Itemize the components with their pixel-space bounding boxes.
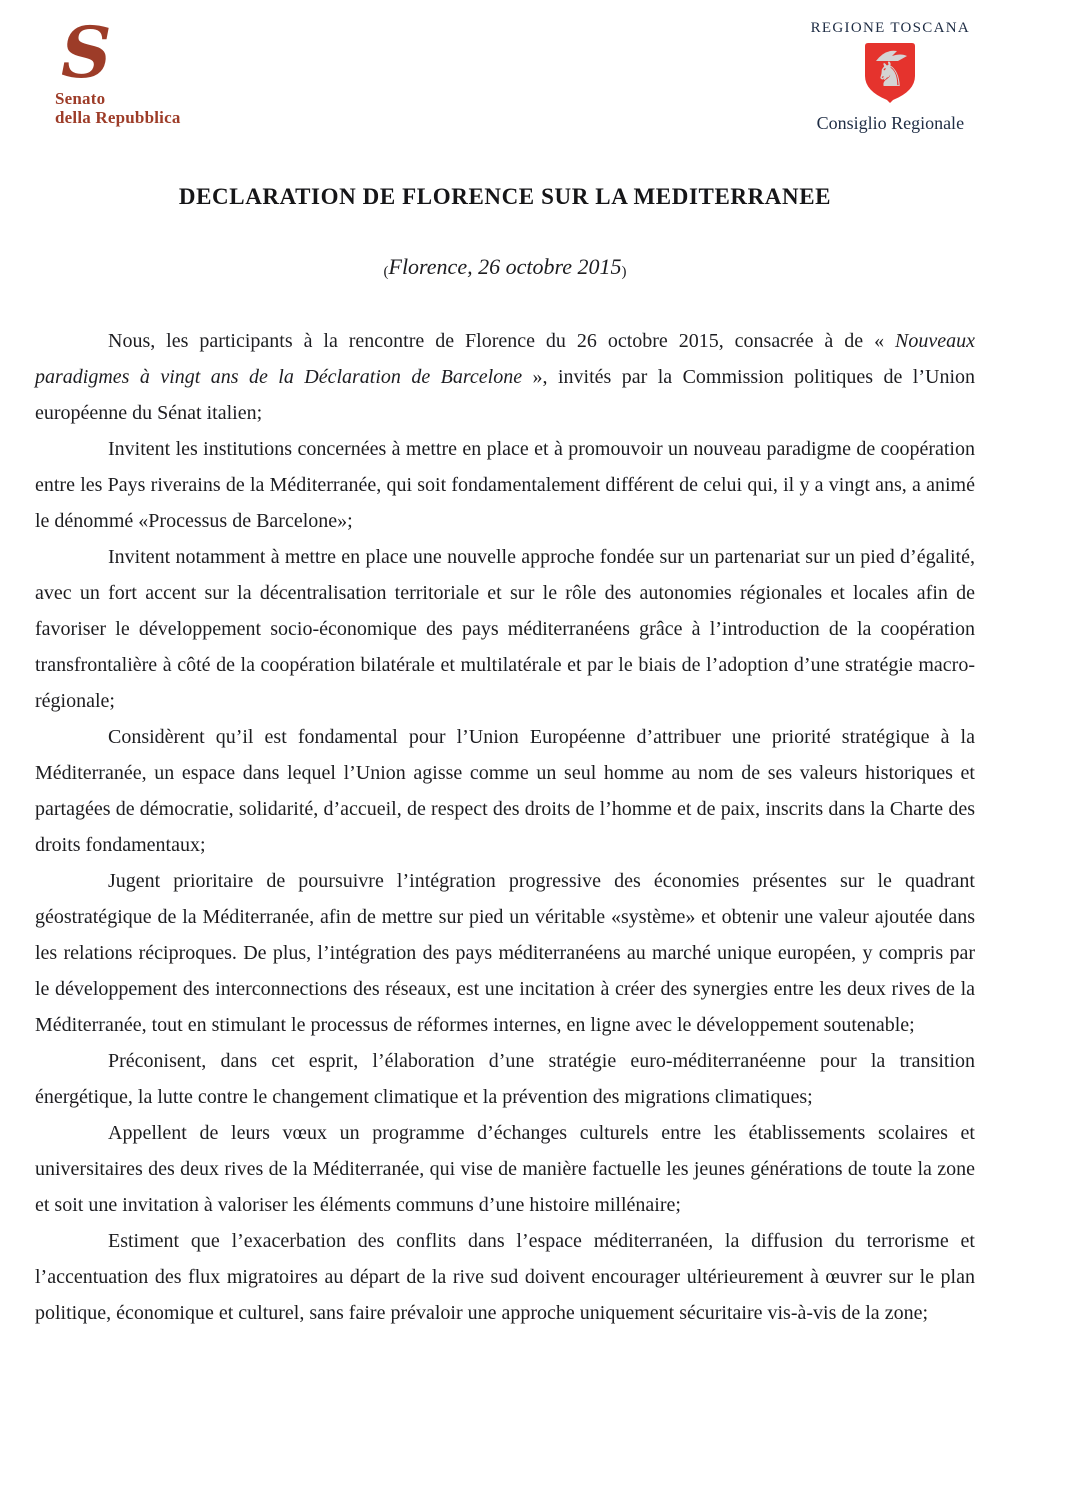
document-subtitle [35, 254, 975, 281]
senato-name-line2: della Repubblica [55, 107, 181, 127]
paragraph [35, 719, 975, 863]
regione-toscana-logo [811, 20, 970, 134]
paragraph-segment: Considèrent qu’il est fondamental pour l’Union Européenne d’attribuer une priorité stratégique à la Méditerranée, un espace dans lequel l’Union agisse comme un seul homme au nom de ses valeurs historiques et partagées de démocratie, solidarité, d’accueil, de respect des droits de l’homme et de paix, inscrits dans la Charte des droits fondamentaux; [35, 726, 975, 856]
page-header [0, 0, 1083, 136]
paragraph-segment: Invitent les institutions concernées à mettre en place et à promouvoir un nouveau paradigme de coopération entre les Pays riverains de la Méditerranée, qui soit fondamentalement différent de celui qui, il y a vingt ans, a animé le dénommé «Processus de Barcelone»; [35, 438, 975, 532]
consiglio-regionale-label: Consiglio Regionale [816, 113, 965, 133]
paragraph-segment: Nous, les participants à la rencontre de Florence du 26 octobre 2015, consacrée à de « [108, 330, 896, 352]
paragraph [35, 431, 975, 539]
paragraph [35, 863, 975, 1043]
svg-text:♞: ♞ [875, 55, 906, 95]
paragraph [35, 1223, 975, 1331]
paragraph [35, 1043, 975, 1115]
paragraph-segment: Jugent prioritaire de poursuivre l’intégration progressive des économies présentes sur le quadrant géostratégique de la Méditerranée, afin de mettre sur pied un véritable «système» et obtenir une valeur ajoutée dans les relations réciproques. De plus, l’intégration des pays méditerranéens au marché unique européen, y compris par le développement des interconnections des réseaux, est une incitation à créer des synergies entre les deux rives de la Méditerranée, tout en stimulant le processus de réformes internes, en ligne avec le développement soutenable; [35, 870, 975, 1036]
document-body [35, 323, 975, 1331]
document-title: DECLARATION DE FLORENCE SUR LA MEDITERRANEE [178, 184, 832, 209]
subtitle-close-paren: ) [621, 264, 627, 280]
paragraph-italic-segment: Nouveaux paradigmes à vingt ans de la Déclaration de Barcelone [35, 330, 975, 388]
paragraph-segment: Préconisent, dans cet esprit, l’élaboration d’une stratégie euro-méditerranéenne pour la transition énergétique, la lutte contre le changement climatique et la prévention des migrations climatiques; [35, 1050, 975, 1108]
paragraph [35, 323, 975, 431]
senato-logo [55, 11, 181, 127]
paragraph [35, 539, 975, 719]
regione-toscana-label: REGIONE TOSCANA [810, 20, 970, 36]
paragraph-segment: Invitent notamment à mettre en place une nouvelle approche fondée sur un partenariat sur un pied d’égalité, avec un fort accent sur la décentralisation territoriale et sur le rôle des autonomies régionales et locales afin de favoriser le développement socio-économique des pays méditerranéens grâce à l’introduction de la coopération transfrontalière à côté de la coopération bilatérale et multilatérale et par le biais de l’adoption d’une stratégie macro-régionale; [35, 546, 975, 712]
senato-name-line1: Senato [55, 88, 106, 108]
paragraph-segment: », invités par la Commission politiques de l’Union européenne du Sénat italien; [35, 366, 975, 424]
senato-monogram-icon: S [61, 11, 112, 94]
paragraph-segment: Appellent de leurs vœux un programme d’échanges culturels entre les établissements scolaires et universitaires des deux rives de la Méditerranée, qui vise de manière factuelle les jeunes générations de toute la zone et soit une invitation à valoriser les éléments communs d’une histoire millénaire; [35, 1122, 975, 1216]
paragraph [35, 1115, 975, 1223]
paragraph-segment: Estiment que l’exacerbation des conflits dans l’espace méditerranéen, la diffusion du terrorisme et l’accentuation des flux migratoires au départ de la rive sud doivent encourager ultérieurement à œuvrer sur le plan politique, économique et culturel, sans faire prévaloir une approche uniquement sécuritaire vis-à-vis de la zone; [35, 1230, 975, 1324]
toscana-shield-icon [862, 40, 918, 109]
subtitle-open-paren: ( [383, 264, 389, 280]
subtitle-text: Florence, 26 octobre 2015 [388, 254, 622, 279]
senato-name [55, 89, 181, 127]
